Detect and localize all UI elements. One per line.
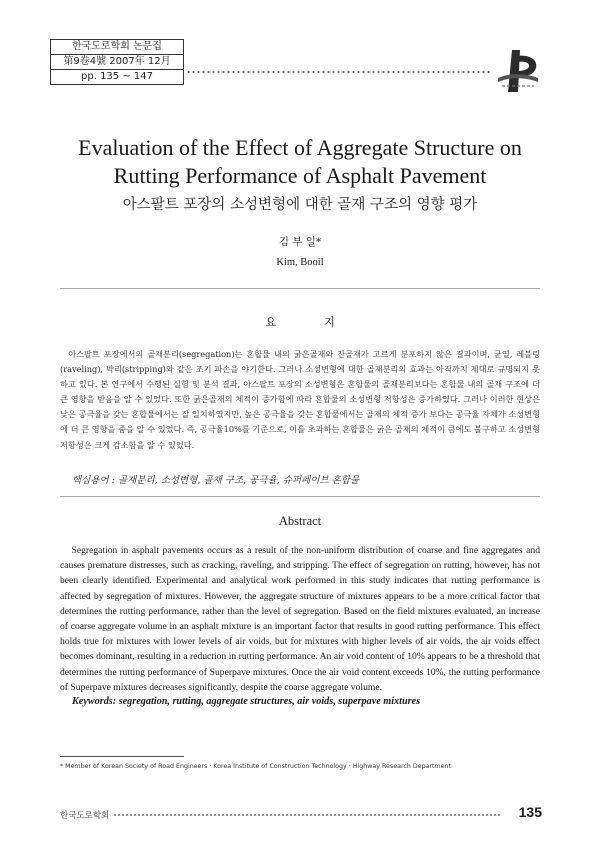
author-affiliation-footnote: * Member of Korean Society of Road Engineers · Korea Institute of Construction Technology · Highway Research Department — [60, 763, 451, 770]
paper-title-english — [60, 134, 540, 190]
summary-body: 아스팔트 포장에서의 골재분리(segregation)는 혼합물 내의 굵은골재와 잔골재가 고르게 분포하지 않은 결과이며, 균열, 레블링(raveling), 박리(stripping)와 같은 조기 파손을 야기한다. 그러나 소성변형에 대한 골재분리의 효과는 아직까지 제대로 규명되지 못하고 있다. 본 연구에서 수행된 실험 및 분석 결과, 아스팔트 포장의 소성변형은 혼합물의 골재분리보다는 혼합물 내의 골재 구조에 더 큰 영향을 받음을 알 수 있었다. 또한 굵은골재의 체적이 증가함에 따라 혼합물의 소성변형 저항성은 증가하였다. 그러나 이러한 현상은 낮은 공극율을 갖는 혼합물에서는 잘 일치하였지만, 높은 공극율을 갖는 혼합물에서는 골재의 체적 증가 보다는 공극율 자체가 소성변형에 더 큰 영향을 줌을 알 수 있었다. 즉, 공극율10%를 기준으로, 이를 초과하는 혼합물은 굵은 골재의 체적이 큼에도 불구하고 소성변형 저항성은 크게 감소함을 알 수 있었다. — [60, 349, 540, 450]
paper-title-korean: 아스팔트 포장의 소성변형에 대한 골재 구조의 영향 평가 — [122, 197, 478, 213]
page-range: pp. 135 ~ 147 — [81, 71, 153, 82]
footer-society-name: 한국도로학회 — [60, 811, 110, 821]
page-number: 135 — [518, 804, 542, 820]
author-korean: 김 부 일* — [278, 236, 322, 248]
section-divider — [60, 288, 540, 289]
footer-dotted-rule — [113, 813, 501, 817]
volume-issue: 第9卷4號 2007年 12月 — [51, 55, 183, 70]
footnote-rule — [60, 756, 184, 757]
society-logo-icon — [496, 46, 540, 96]
section-divider — [60, 496, 540, 497]
title-line-1: Evaluation of the Effect of Aggregate Structure on — [78, 135, 522, 160]
title-line-2: Rutting Performance of Asphalt Pavement — [113, 163, 487, 188]
korean-keywords: 핵심용어 : 골재분리, 소성변형, 골재 구조, 공극율, 슈퍼페이브 혼합물 — [72, 475, 360, 486]
journal-name: 한국도로학회 논문집 — [51, 40, 183, 55]
english-keywords: Keywords: segregation, rutting, aggregate structures, air voids, superpave mixtures — [72, 696, 421, 707]
summary-heading: 요 지 — [265, 315, 357, 329]
author-english: Kim, Booil — [276, 257, 324, 268]
abstract-body: Segregation in asphalt pavements occurs as a result of the non-uniform distribution of coarse and fine aggregates and causes premature distresses, such as cracking, raveling, and stripping. The effect of segregation on rutting, however, has not been clearly identified. Experimental and analytical work performed in this study indicates that rutting performance is affected by segregation of mixtures. However, the aggregate structure of mixtures appears to be a more critical factor that determines the rutting performance, rather than the level of segregation. Based on the field mixtures evaluated, an increase of coarse aggregate volume in an asphalt mixture is an important factor that results in good rutting performance. This effect holds true for mixtures with lower levels of air voids, but for mixtures with higher levels of air voids, the air voids effect becomes dominant, resulting in a reduction in rutting performance. An air void content of 10% appears to be a threshold that determines the rutting performance of Superpave mixtures. Once the air void content exceeds 10%, the rutting performance of Superpave mixtures decreases significantly, despite the coarse aggregate volume. — [60, 545, 540, 693]
journal-info-box — [50, 39, 184, 85]
abstract-heading: Abstract — [278, 514, 322, 528]
header-dotted-rule — [186, 70, 490, 74]
